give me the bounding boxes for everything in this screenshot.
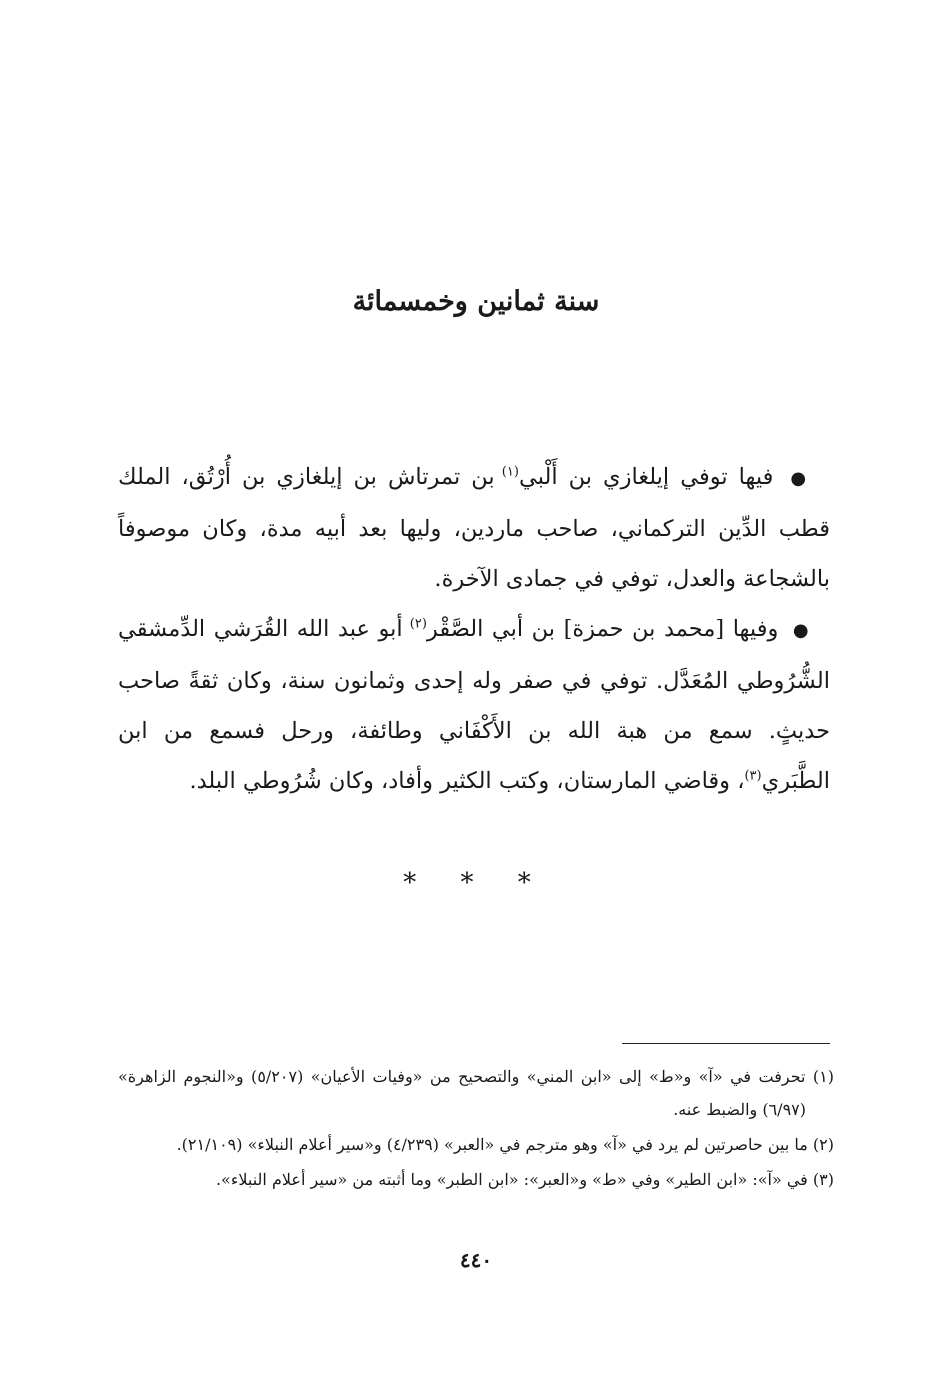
chapter-title: سنة ثمانين وخمسمائة bbox=[352, 286, 600, 317]
footnote-ref[interactable]: (١) bbox=[501, 464, 519, 480]
entry-paragraph bbox=[118, 452, 830, 604]
entry-text: أبو عبد الله القُرَشي الدِّمشقي الشُّرُوطي المُعَدَّل. توفي في صفر وله إحدى وثمانون سنة، وكان ثقةً صاحب حديثٍ. سمع من هبة الله بن الأَكْفَاني وطائفة، ورحل فسمع من ابن الطَّبَري bbox=[118, 616, 830, 794]
entry-text: ، وقاضي المارستان، وكتب الكثير وأفاد، وكان شُرُوطي البلد. bbox=[189, 768, 745, 794]
footnote-ref[interactable]: (٢) bbox=[409, 616, 427, 632]
footnote-divider bbox=[622, 1043, 830, 1044]
bullet-icon: ● bbox=[790, 468, 810, 489]
main-text bbox=[118, 452, 830, 806]
footnote-item: (٢) ما بين حاصرتين لم يرد في «آ» وهو مترجم في «العبر» (٤/٢٣٩) و«سير أعلام النبلاء» (٢١/١٠٩). bbox=[176, 1135, 834, 1154]
entry-text: بن تمرتاش بن إيلغازي بن أُرْتُق، الملك قطب الدِّين التركماني، صاحب ماردين، وليها بعد أبيه مدة، وكان موصوفاً بالشجاعة والعدل، توفي في جمادى الآخرة. bbox=[118, 464, 830, 592]
entry-text: وفيها [محمد بن حمزة] بن أبي الصَّقْر bbox=[426, 616, 779, 642]
footnote-item: (١) تحرفت في «آ» و«ط» إلى «ابن المني» والتصحيح من «وفيات الأعيان» (٥/٢٠٧) و«النجوم الزاهرة» (٦/٩٧) والضبط عنه. bbox=[118, 1067, 835, 1119]
section-separator: * * * bbox=[403, 868, 549, 898]
page-number: ٤٤٠ bbox=[459, 1248, 493, 1272]
entry-text: فيها توفي إيلغازي بن أَلْبي bbox=[518, 464, 774, 490]
bullet-icon: ● bbox=[792, 620, 810, 641]
entry-paragraph bbox=[118, 604, 830, 806]
footnote-item: (٣) في «آ»: «ابن الطير» وفي «ط» و«العبر»: «ابن الطبر» وما أثبته من «سير أعلام النبلاء». bbox=[215, 1170, 834, 1189]
footnotes bbox=[118, 1060, 834, 1198]
footnote-ref[interactable]: (٣) bbox=[744, 768, 762, 784]
